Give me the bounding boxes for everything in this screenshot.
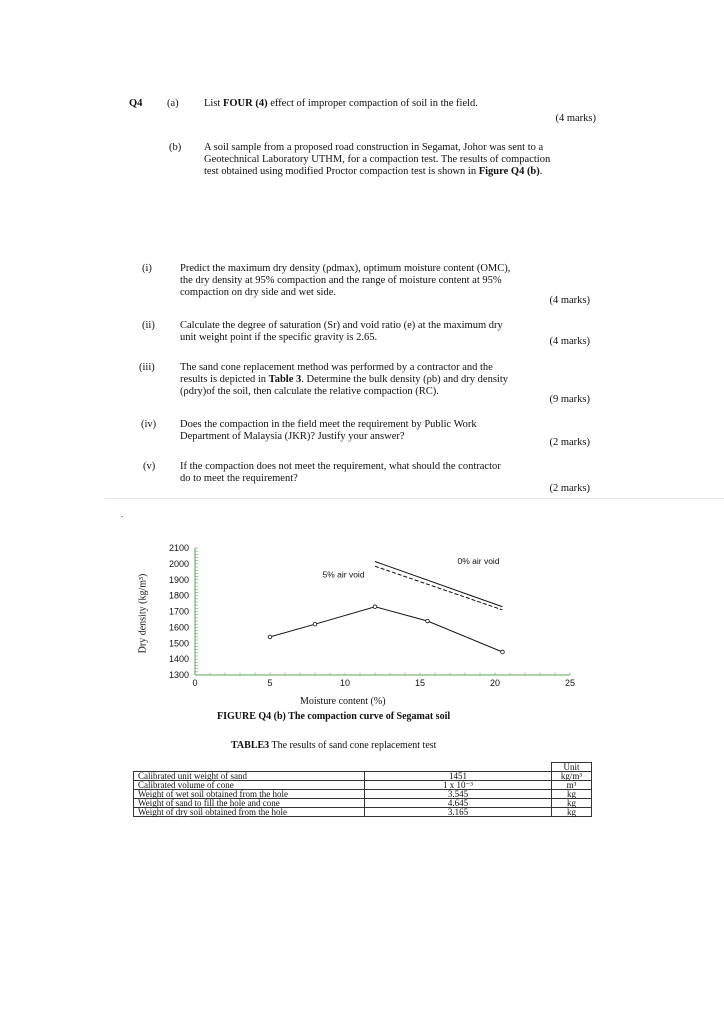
chart-axes	[195, 548, 570, 675]
unit-header: Unit	[552, 763, 592, 772]
y-tick-label: 2000	[168, 558, 189, 569]
sub-v-marks: (2 marks)	[549, 483, 590, 494]
x-tick-label: 25	[564, 678, 576, 688]
part-a-label: (a)	[167, 98, 179, 109]
x-tick-label: 5	[267, 678, 273, 688]
sub-iv-text: Does the compaction in the field meet the requirement by Public Work Department of Malaysia (JKR)? Justify your answer?	[180, 419, 477, 442]
y-tick-label: 1500	[168, 638, 189, 649]
row-label: Weight of dry soil obtained from the hole	[134, 808, 365, 817]
part-b-label: (b)	[169, 142, 182, 153]
y-tick-label: 1300	[168, 670, 189, 680]
row-unit: m³	[552, 781, 592, 790]
sub-i-label: (i)	[142, 263, 152, 274]
series-line-2	[375, 566, 503, 610]
sub-v-text: If the compaction does not meet the requirement, what should the contractor do to meet the requirement?	[180, 461, 501, 484]
y-axis-title: Dry density (kg/m³)	[137, 573, 149, 654]
row-value: 1451	[365, 772, 552, 781]
part-a-text: List FOUR (4) effect of improper compaction of soil in the field.	[204, 98, 478, 109]
row-label: Calibrated unit weight of sand	[134, 772, 365, 781]
x-tick-label: 0	[192, 678, 198, 688]
sub-iii-marks: (9 marks)	[549, 394, 590, 405]
sub-iv-marks: (2 marks)	[549, 437, 590, 448]
y-tick-label: 1600	[168, 622, 189, 633]
row-value: 3.545	[365, 790, 552, 799]
sand-cone-table	[133, 762, 592, 817]
row-unit: kg	[552, 799, 592, 808]
sub-ii-text: Calculate the degree of saturation (Sr) and void ratio (e) at the maximum dry unit weight point if the specific gravity is 2.65.	[180, 320, 503, 343]
series-line-0	[270, 607, 503, 652]
row-label: Calibrated volume of cone	[134, 781, 365, 790]
sub-ii-label: (ii)	[142, 320, 155, 331]
y-tick-label: 1700	[168, 606, 189, 617]
x-axis-title: Moisture content (%)	[300, 696, 386, 707]
chart-annotation: 5% air void	[322, 569, 365, 580]
data-point	[313, 622, 317, 626]
row-value: 3.165	[365, 808, 552, 817]
y-axis-title-box	[128, 560, 156, 670]
sub-iii-text: The sand cone replacement method was performed by a contractor and the results is depicted in Table 3. Determine the bulk density (ρb) and dry density (ρdry)of the soil, then calculate the relative compaction (RC).	[180, 362, 508, 397]
page-separator	[105, 498, 724, 499]
figure-caption: FIGURE Q4 (b) The compaction curve of Segamat soil	[217, 711, 451, 722]
data-point	[501, 650, 505, 654]
y-tick-label: 1900	[168, 574, 189, 585]
part-a-marks: (4 marks)	[555, 113, 596, 124]
sub-ii-marks: (4 marks)	[549, 336, 590, 347]
sub-iii-label: (iii)	[139, 362, 155, 373]
row-unit: kg	[552, 808, 592, 817]
part-b-text: A soil sample from a proposed road construction in Segamat, Johor was sent to a Geotechnical Laboratory UTHM, for a compaction test. The results of compaction test obtained using modified Proctor compaction test is shown in Figure Q4 (b).	[204, 142, 551, 177]
sub-i-marks: (4 marks)	[549, 295, 590, 306]
page-mark: .	[121, 509, 124, 519]
sub-v-label: (v)	[143, 461, 156, 472]
chart-series	[268, 561, 504, 653]
compaction-chart	[130, 538, 600, 703]
data-point	[426, 619, 430, 623]
row-unit: kg	[552, 790, 592, 799]
chart-annotation: 0% air void	[457, 555, 500, 566]
y-tick-label: 2100	[168, 543, 189, 553]
data-point	[268, 635, 272, 639]
question-number: Q4	[129, 98, 143, 109]
y-tick-label: 1800	[168, 590, 189, 601]
x-tick-label: 20	[489, 678, 501, 688]
sub-iv-label: (iv)	[141, 419, 157, 430]
row-value: 4.645	[365, 799, 552, 808]
y-tick-label: 1400	[168, 654, 189, 665]
x-tick-label: 10	[339, 678, 351, 688]
chart-labels	[169, 543, 575, 688]
x-tick-label: 15	[414, 678, 426, 688]
table-caption: TABLE3 The results of sand cone replacement test	[231, 740, 437, 751]
row-label: Weight of sand to fill the hole and cone	[134, 799, 365, 808]
table-row	[134, 808, 592, 817]
sub-i-text: Predict the maximum dry density (ρdmax), optimum moisture content (OMC), the dry density at 95% compaction and the range of moisture content at 95% compaction on dry side and wet side.	[180, 263, 511, 298]
row-unit: kg/m³	[552, 772, 592, 781]
series-line-1	[375, 561, 503, 606]
data-point	[373, 605, 377, 609]
row-label: Weight of wet soil obtained from the hole	[134, 790, 365, 799]
row-value: 1 x 10⁻³	[365, 781, 552, 790]
